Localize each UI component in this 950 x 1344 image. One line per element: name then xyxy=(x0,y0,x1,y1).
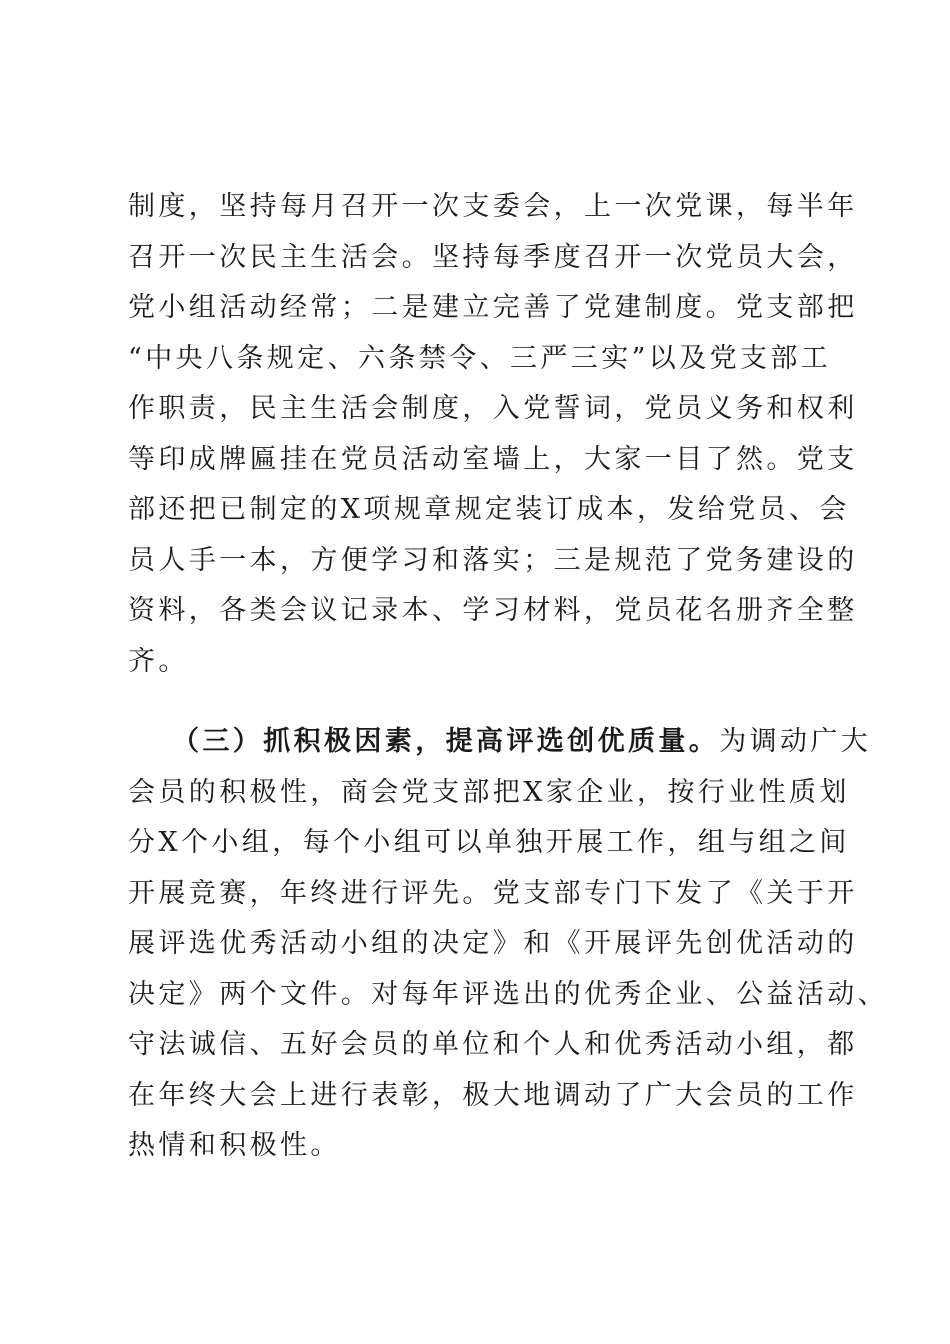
text-line: 部还把已制定的X项规章规定装订成本，发给党员、会 xyxy=(128,494,850,525)
text-line: 等印成牌匾挂在党员活动室墙上，大家一目了然。党支 xyxy=(128,443,858,475)
text-line: 开展竞赛，年终进行评先。党支部专门下发了《关于开 xyxy=(128,877,858,909)
text-line: 会员的积极性，商会党支部把X家企业，按行业性质划 xyxy=(128,776,850,808)
text-line: 作职责，民主生活会制度，入党誓词，党员义务和权利 xyxy=(128,393,858,424)
document-page xyxy=(128,182,888,1172)
text-line: 召开一次民主生活会。坚持每季度召开一次党员大会， xyxy=(128,241,858,273)
text-line: 党小组活动经常；二是建立完善了党建制度。党支部把 xyxy=(128,292,858,323)
text-line: 员人手一本，方便学习和落实；三是规范了党务建设的 xyxy=(128,544,858,576)
paragraph-spacer xyxy=(128,687,828,717)
text-line: “中央八条规定、六条禁令、三严三实”以及党支部工 xyxy=(128,342,832,374)
text-line: 决定》两个文件。对每年评选出的优秀企业、公益活动、 xyxy=(128,978,888,1010)
text-line: 守法诚信、五好会员的单位和个人和优秀活动小组，都 xyxy=(128,1029,858,1060)
text-line: 齐。 xyxy=(128,645,189,677)
section-heading-line xyxy=(128,717,872,768)
text-line: 资料，各类会议记录本、学习材料，党员花名册齐全整 xyxy=(128,595,858,626)
text-line: 热情和积极性。 xyxy=(128,1130,341,1161)
paragraph-2 xyxy=(128,717,888,1172)
paragraph-1 xyxy=(128,182,858,687)
text-line: 制度，坚持每月召开一次支委会，上一次党课，每半年 xyxy=(128,191,858,222)
section-heading: （三）抓积极因素，提高评选创优质量。 xyxy=(172,726,720,757)
text-line: 展评选优秀活动小组的决定》和《开展评先创优活动的 xyxy=(128,928,858,959)
heading-line-text: 为调动广大 xyxy=(719,726,872,757)
text-line: 分X个小组，每个小组可以单独开展工作，组与组之间 xyxy=(128,827,850,858)
text-line: 在年终大会上进行表彰，极大地调动了广大会员的工作 xyxy=(128,1079,858,1111)
